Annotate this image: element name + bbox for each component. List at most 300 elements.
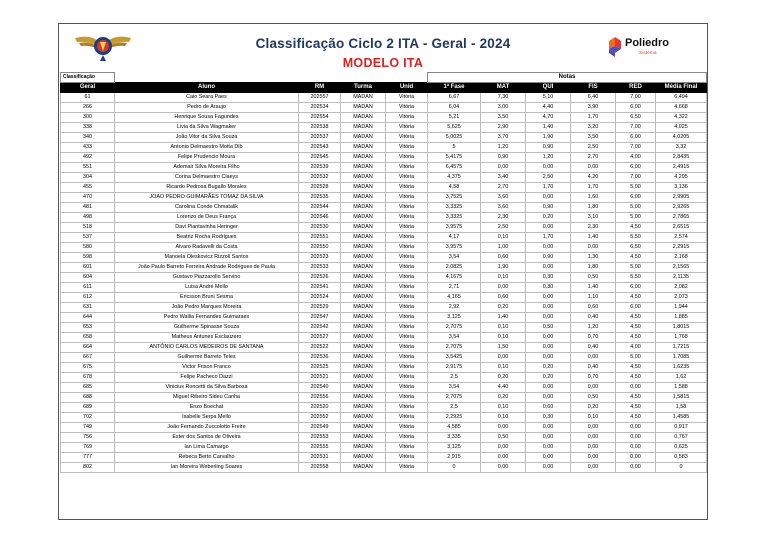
table-cell: 6,50 bbox=[616, 113, 656, 123]
table-cell: 0,60 bbox=[571, 303, 616, 313]
table-cell: Beatriz Rocha Rodrigues bbox=[115, 233, 299, 243]
table-cell: 4,50 bbox=[616, 293, 656, 303]
table-cell: MADAN bbox=[341, 203, 386, 213]
table-cell: 0,767 bbox=[656, 433, 707, 443]
table-cell: 2,6515 bbox=[656, 223, 707, 233]
table-cell: 2,70 bbox=[481, 183, 526, 193]
table-cell: Vitória bbox=[386, 123, 428, 133]
table-cell: 1,6235 bbox=[656, 363, 707, 373]
table-cell: Vitória bbox=[386, 203, 428, 213]
table-cell: 1,58 bbox=[656, 403, 707, 413]
table-cell: MADAN bbox=[341, 323, 386, 333]
table-cell: 3,9575 bbox=[428, 243, 481, 253]
table-cell: 631 bbox=[61, 303, 115, 313]
table-cell: 202522 bbox=[299, 343, 341, 353]
table-cell: Vitória bbox=[386, 233, 428, 243]
table-row bbox=[61, 103, 707, 113]
table-cell: 2,8435 bbox=[656, 153, 707, 163]
table-cell: 0,00 bbox=[526, 353, 571, 363]
brand-name: Poliedro bbox=[625, 37, 670, 49]
table-cell: 4,50 bbox=[616, 363, 656, 373]
table-cell: 5,00 bbox=[616, 263, 656, 273]
table-cell: Ricardo Pedrosa Bugallo Morales bbox=[115, 183, 299, 193]
table-cell: João Fernando Zuccolotto Freire bbox=[115, 423, 299, 433]
table-cell: Davi Piantavinha Heringer bbox=[115, 223, 299, 233]
table-cell: 202551 bbox=[299, 233, 341, 243]
table-cell: 4,0205 bbox=[656, 133, 707, 143]
table-row bbox=[61, 363, 707, 373]
table-cell: 0,90 bbox=[526, 143, 571, 153]
table-cell: 3,54 bbox=[428, 383, 481, 393]
table-cell: 3,60 bbox=[481, 193, 526, 203]
table-cell: 202523 bbox=[299, 253, 341, 263]
table-cell: 0,20 bbox=[526, 363, 571, 373]
table-cell: 0,00 bbox=[526, 293, 571, 303]
table-cell: 0,00 bbox=[526, 423, 571, 433]
table-cell: 0,20 bbox=[481, 373, 526, 383]
table-cell: 5,10 bbox=[526, 93, 571, 103]
table-cell: 202531 bbox=[299, 453, 341, 463]
table-cell: 202527 bbox=[299, 333, 341, 343]
table-cell: 3,335 bbox=[428, 433, 481, 443]
table-cell: 1,80 bbox=[571, 203, 616, 213]
column-header: FIS bbox=[571, 83, 616, 93]
table-cell: 5,50 bbox=[616, 233, 656, 243]
table-cell: 0,10 bbox=[481, 323, 526, 333]
table-cell: 0,00 bbox=[526, 343, 571, 353]
table-cell: MADAN bbox=[341, 133, 386, 143]
poliedro-logo bbox=[605, 35, 675, 61]
table-cell: 0,60 bbox=[526, 403, 571, 413]
table-cell: Guilherme Spinasse Souza bbox=[115, 323, 299, 333]
table-cell: Felipe Pacheco Dazzi bbox=[115, 373, 299, 383]
table-cell: 0,00 bbox=[526, 453, 571, 463]
table-cell: 202528 bbox=[299, 183, 341, 193]
table-cell: 0,00 bbox=[481, 423, 526, 433]
table-cell: Vitória bbox=[386, 113, 428, 123]
table-cell: MADAN bbox=[341, 343, 386, 353]
poliedro-logo-icon bbox=[607, 37, 623, 57]
table-cell: MADAN bbox=[341, 393, 386, 403]
table-cell: 5,4175 bbox=[428, 153, 481, 163]
table-cell: 4,40 bbox=[526, 103, 571, 113]
table-cell: 0,00 bbox=[616, 463, 656, 473]
table-cell: 0,00 bbox=[481, 283, 526, 293]
table-cell: 1,20 bbox=[526, 153, 571, 163]
table-cell: 4,165 bbox=[428, 293, 481, 303]
table-cell: 202537 bbox=[299, 133, 341, 143]
table-cell: Pedro Wallia Fernandes Guimaraes bbox=[115, 313, 299, 323]
table-cell: Vitória bbox=[386, 173, 428, 183]
table-cell: 202530 bbox=[299, 223, 341, 233]
table-row bbox=[61, 203, 707, 213]
table-cell: 0,10 bbox=[571, 413, 616, 423]
table-cell: 1,70 bbox=[571, 183, 616, 193]
table-cell: 1,70 bbox=[526, 183, 571, 193]
table-cell: João Paulo Barreto Ferreira Andrade Rodrigues de Paula bbox=[115, 263, 299, 273]
table-cell: 202539 bbox=[299, 163, 341, 173]
table-cell: 0,40 bbox=[571, 313, 616, 323]
table-caption: Classificação bbox=[61, 73, 115, 83]
table-cell: Enzo Boechat bbox=[115, 403, 299, 413]
table-cell: Rebeca Berto Carvalho bbox=[115, 453, 299, 463]
table-cell: 0,00 bbox=[526, 433, 571, 443]
table-cell: 5,625 bbox=[428, 123, 481, 133]
table-cell: 202554 bbox=[299, 113, 341, 123]
table-row bbox=[61, 463, 707, 473]
table-cell: 0,70 bbox=[571, 333, 616, 343]
table-cell: 0,00 bbox=[481, 463, 526, 473]
table-cell: 3,60 bbox=[481, 203, 526, 213]
table-cell: 4,50 bbox=[616, 403, 656, 413]
table-cell: 202529 bbox=[299, 303, 341, 313]
notas-group-header: Notas bbox=[428, 73, 707, 83]
table-cell: 2,574 bbox=[656, 233, 707, 243]
column-header: Média Final bbox=[656, 83, 707, 93]
table-cell: 0,30 bbox=[526, 283, 571, 293]
table-cell: 3,90 bbox=[571, 103, 616, 113]
table-cell: 2,5 bbox=[428, 373, 481, 383]
table-cell: Vitória bbox=[386, 293, 428, 303]
table-cell: MADAN bbox=[341, 183, 386, 193]
table-cell: 3,40 bbox=[481, 173, 526, 183]
table-cell: 0 bbox=[428, 463, 481, 473]
column-header: 1ª Fase bbox=[428, 83, 481, 93]
table-cell: 4,50 bbox=[616, 413, 656, 423]
table-cell: 688 bbox=[61, 393, 115, 403]
table-cell: Vitória bbox=[386, 223, 428, 233]
table-cell: 802 bbox=[61, 463, 115, 473]
table-row bbox=[61, 333, 707, 343]
table-cell: MADAN bbox=[341, 153, 386, 163]
table-row bbox=[61, 183, 707, 193]
table-cell: 492 bbox=[61, 153, 115, 163]
table-cell: 202556 bbox=[299, 393, 341, 403]
table-cell: 470 bbox=[61, 193, 115, 203]
table-cell: MADAN bbox=[341, 433, 386, 443]
table-cell: 3,50 bbox=[481, 113, 526, 123]
table-cell: 202532 bbox=[299, 173, 341, 183]
table-cell: 3,125 bbox=[428, 443, 481, 453]
table-cell: MADAN bbox=[341, 373, 386, 383]
table-cell: MADAN bbox=[341, 233, 386, 243]
table-cell: 3,32 bbox=[656, 143, 707, 153]
table-cell: Vitória bbox=[386, 393, 428, 403]
table-cell: 0,00 bbox=[616, 423, 656, 433]
table-row bbox=[61, 413, 707, 423]
table-cell: Corina Delmaestro Claeys bbox=[115, 173, 299, 183]
table-cell: 2,9265 bbox=[656, 203, 707, 213]
table-cell: Vitória bbox=[386, 403, 428, 413]
table-cell: 202545 bbox=[299, 153, 341, 163]
table-cell: MADAN bbox=[341, 313, 386, 323]
table-cell: Guilherme Barreto Teles bbox=[115, 353, 299, 363]
table-cell: 202524 bbox=[299, 293, 341, 303]
table-cell: 1,40 bbox=[481, 313, 526, 323]
table-cell: Luisa André Mello bbox=[115, 283, 299, 293]
table-cell: 2,1135 bbox=[656, 273, 707, 283]
table-cell: 3,5425 bbox=[428, 353, 481, 363]
table-cell: 1,7085 bbox=[656, 353, 707, 363]
table-cell: 4,58 bbox=[428, 183, 481, 193]
table-cell: 2,92 bbox=[428, 303, 481, 313]
table-cell: 0 bbox=[656, 463, 707, 473]
column-header: MAT bbox=[481, 83, 526, 93]
table-cell: 1,70 bbox=[526, 233, 571, 243]
table-cell: Gustavo Piazzarollo Servino bbox=[115, 273, 299, 283]
table-cell: 1,00 bbox=[481, 243, 526, 253]
table-cell: 0,00 bbox=[616, 453, 656, 463]
table-cell: 202558 bbox=[299, 463, 341, 473]
table-cell: 644 bbox=[61, 313, 115, 323]
table-cell: 0,10 bbox=[481, 403, 526, 413]
table-cell: 0,00 bbox=[616, 443, 656, 453]
table-row bbox=[61, 213, 707, 223]
table-cell: 612 bbox=[61, 293, 115, 303]
table-cell: 0,00 bbox=[526, 223, 571, 233]
table-cell: 202557 bbox=[299, 93, 341, 103]
table-cell: 0,90 bbox=[526, 203, 571, 213]
table-cell: 4,20 bbox=[571, 173, 616, 183]
table-cell: 2,30 bbox=[481, 213, 526, 223]
table-cell: 518 bbox=[61, 223, 115, 233]
table-cell: 202526 bbox=[299, 273, 341, 283]
table-cell: Vinicius Roncetti da Silva Barbosa bbox=[115, 383, 299, 393]
table-cell: 0,917 bbox=[656, 423, 707, 433]
table-row bbox=[61, 303, 707, 313]
table-cell: Matheus Antunes Esclauzero bbox=[115, 333, 299, 343]
table-cell: 2,50 bbox=[571, 143, 616, 153]
table-cell: 0,00 bbox=[526, 443, 571, 453]
column-header: QUI bbox=[526, 83, 571, 93]
table-row bbox=[61, 353, 707, 363]
table-cell: Vitória bbox=[386, 283, 428, 293]
table-cell: MADAN bbox=[341, 103, 386, 113]
table-row bbox=[61, 313, 707, 323]
table-cell: Vitória bbox=[386, 273, 428, 283]
table-cell: 598 bbox=[61, 253, 115, 263]
table-cell: MADAN bbox=[341, 443, 386, 453]
table-cell: 4,50 bbox=[616, 333, 656, 343]
table-cell: 0,40 bbox=[571, 363, 616, 373]
table-cell: 1,40 bbox=[526, 123, 571, 133]
table-cell: Alvaro Radavelli da Costa bbox=[115, 243, 299, 253]
table-cell: MADAN bbox=[341, 163, 386, 173]
table-cell: 3,7525 bbox=[428, 193, 481, 203]
table-cell: 4,00 bbox=[616, 153, 656, 163]
table-cell: Pedro de Araujo bbox=[115, 103, 299, 113]
table-cell: Vitória bbox=[386, 103, 428, 113]
table-cell: 0,10 bbox=[481, 273, 526, 283]
table-cell: 5,00 bbox=[616, 353, 656, 363]
table-cell: 433 bbox=[61, 143, 115, 153]
table-cell: 202546 bbox=[299, 213, 341, 223]
table-cell: 4,50 bbox=[616, 323, 656, 333]
table-cell: MADAN bbox=[341, 363, 386, 373]
table-header-row bbox=[61, 83, 707, 93]
table-cell: 202520 bbox=[299, 403, 341, 413]
table-cell: 1,20 bbox=[571, 323, 616, 333]
table-cell: 4,70 bbox=[526, 113, 571, 123]
table-cell: 0,00 bbox=[526, 313, 571, 323]
table-row bbox=[61, 93, 707, 103]
table-cell: Felipe Prudencio Moura bbox=[115, 153, 299, 163]
table-cell: 498 bbox=[61, 213, 115, 223]
table-cell: 338 bbox=[61, 123, 115, 133]
table-cell: 304 bbox=[61, 173, 115, 183]
table-cell: MADAN bbox=[341, 113, 386, 123]
table-cell: Vitória bbox=[386, 413, 428, 423]
table-cell: MADAN bbox=[341, 413, 386, 423]
table-cell: 0,00 bbox=[571, 443, 616, 453]
table-cell: MADAN bbox=[341, 93, 386, 103]
table-cell: 0,00 bbox=[526, 193, 571, 203]
table-cell: 0,60 bbox=[481, 253, 526, 263]
table-cell: 1,588 bbox=[656, 383, 707, 393]
table-cell: MADAN bbox=[341, 423, 386, 433]
table-cell: 4,00 bbox=[616, 343, 656, 353]
table-cell: 0,00 bbox=[571, 163, 616, 173]
table-cell: MADAN bbox=[341, 273, 386, 283]
table-cell: 1,90 bbox=[526, 133, 571, 143]
table-cell: 0,00 bbox=[571, 383, 616, 393]
table-cell: 6,00 bbox=[616, 103, 656, 113]
table-cell: Lorenzo de Deus França bbox=[115, 213, 299, 223]
table-cell: 2,9175 bbox=[428, 363, 481, 373]
table-cell: 4,50 bbox=[616, 223, 656, 233]
table-cell: 7,00 bbox=[616, 93, 656, 103]
table-row bbox=[61, 253, 707, 263]
table-cell: 3,70 bbox=[481, 133, 526, 143]
table-cell: ANTÔNIO CARLOS MEDEIROS DE SANTANA bbox=[115, 343, 299, 353]
table-cell: 3,10 bbox=[571, 213, 616, 223]
table-row bbox=[61, 153, 707, 163]
table-cell: 202543 bbox=[299, 143, 341, 153]
table-cell: 667 bbox=[61, 353, 115, 363]
table-cell: Ester dos Santos de Oliveira bbox=[115, 433, 299, 443]
table-body bbox=[61, 93, 707, 473]
table-row bbox=[61, 343, 707, 353]
table-cell: MADAN bbox=[341, 333, 386, 343]
table-cell: 0,40 bbox=[571, 343, 616, 353]
table-row bbox=[61, 193, 707, 203]
column-header: Aluno bbox=[115, 83, 299, 93]
table-cell: MADAN bbox=[341, 453, 386, 463]
table-cell: 537 bbox=[61, 233, 115, 243]
table-cell: 202538 bbox=[299, 123, 341, 133]
table-cell: 61 bbox=[61, 93, 115, 103]
table-cell: 5,00 bbox=[616, 203, 656, 213]
table-cell: 601 bbox=[61, 263, 115, 273]
table-cell: MADAN bbox=[341, 303, 386, 313]
page-subtitle: MODELO ITA bbox=[342, 56, 424, 70]
table-cell: 0,70 bbox=[571, 373, 616, 383]
table-cell: Manoela Oleskovicz Rizzoli Santos bbox=[115, 253, 299, 263]
column-header: RED bbox=[616, 83, 656, 93]
table-cell: 1,60 bbox=[571, 193, 616, 203]
table-row bbox=[61, 263, 707, 273]
table-cell: 580 bbox=[61, 243, 115, 253]
table-cell: 481 bbox=[61, 203, 115, 213]
table-cell: Vitória bbox=[386, 383, 428, 393]
table-cell: MADAN bbox=[341, 223, 386, 233]
table-cell: 0,00 bbox=[481, 163, 526, 173]
table-cell: MADAN bbox=[341, 193, 386, 203]
table-row bbox=[61, 373, 707, 383]
column-header: Geral bbox=[61, 83, 115, 93]
table-cell: 0,00 bbox=[481, 443, 526, 453]
table-cell: 0,60 bbox=[481, 293, 526, 303]
table-cell: 551 bbox=[61, 163, 115, 173]
table-cell: 0,50 bbox=[481, 433, 526, 443]
table-cell: MADAN bbox=[341, 293, 386, 303]
table-cell: 4,668 bbox=[656, 103, 707, 113]
table-row bbox=[61, 133, 707, 143]
table-cell: Miguel Ribeiro Sideu Canha bbox=[115, 393, 299, 403]
table-cell: 1,90 bbox=[481, 263, 526, 273]
table-cell: 0,20 bbox=[481, 303, 526, 313]
table-cell: 6,00 bbox=[616, 283, 656, 293]
table-row bbox=[61, 233, 707, 243]
table-cell: 664 bbox=[61, 343, 115, 353]
table-cell: Livia da Silva Wagmaker bbox=[115, 123, 299, 133]
table-cell: 689 bbox=[61, 403, 115, 413]
table-cell: 1,20 bbox=[481, 143, 526, 153]
table-cell: 0,10 bbox=[481, 333, 526, 343]
table-cell: 6,50 bbox=[616, 243, 656, 253]
table-cell: 5 bbox=[428, 143, 481, 153]
table-cell: 2,7075 bbox=[428, 323, 481, 333]
table-cell: 202549 bbox=[299, 423, 341, 433]
table-cell: 202536 bbox=[299, 353, 341, 363]
table-cell: MADAN bbox=[341, 173, 386, 183]
table-cell: 5,50 bbox=[616, 273, 656, 283]
table-cell: 202525 bbox=[299, 363, 341, 373]
table-cell: Vitória bbox=[386, 323, 428, 333]
table-cell: 3,9575 bbox=[428, 223, 481, 233]
table-cell: 0,583 bbox=[656, 453, 707, 463]
table-cell: 2,7865 bbox=[656, 213, 707, 223]
table-cell: 6,494 bbox=[656, 93, 707, 103]
table-row bbox=[61, 123, 707, 133]
table-cell: 0,00 bbox=[526, 463, 571, 473]
column-header: RM bbox=[299, 83, 341, 93]
table-cell: MADAN bbox=[341, 213, 386, 223]
table-cell: 0,30 bbox=[526, 413, 571, 423]
table-cell: 2,71 bbox=[428, 283, 481, 293]
table-cell: 1,30 bbox=[571, 253, 616, 263]
table-cell: Ademair Silva Moreira Filho bbox=[115, 163, 299, 173]
table-cell: 0,00 bbox=[616, 383, 656, 393]
table-cell: 5,00 bbox=[616, 213, 656, 223]
table-cell: Vitória bbox=[386, 303, 428, 313]
table-cell: 4,50 bbox=[616, 313, 656, 323]
table-cell: 685 bbox=[61, 383, 115, 393]
table-row bbox=[61, 283, 707, 293]
table-cell: Ian Moreira Weberling Soares bbox=[115, 463, 299, 473]
table-cell: 2,7075 bbox=[428, 343, 481, 353]
table-cell: 4,1675 bbox=[428, 273, 481, 283]
table-cell: MADAN bbox=[341, 283, 386, 293]
table-cell: 7,00 bbox=[616, 143, 656, 153]
table-cell: 3,54 bbox=[428, 253, 481, 263]
table-cell: 0,50 bbox=[571, 273, 616, 283]
table-cell: MADAN bbox=[341, 463, 386, 473]
page-title: Classificação Ciclo 2 ITA - Geral - 2024 bbox=[255, 36, 511, 51]
table-cell: 0,00 bbox=[481, 453, 526, 463]
table-cell: 4,375 bbox=[428, 173, 481, 183]
table-cell: 3,00 bbox=[481, 103, 526, 113]
